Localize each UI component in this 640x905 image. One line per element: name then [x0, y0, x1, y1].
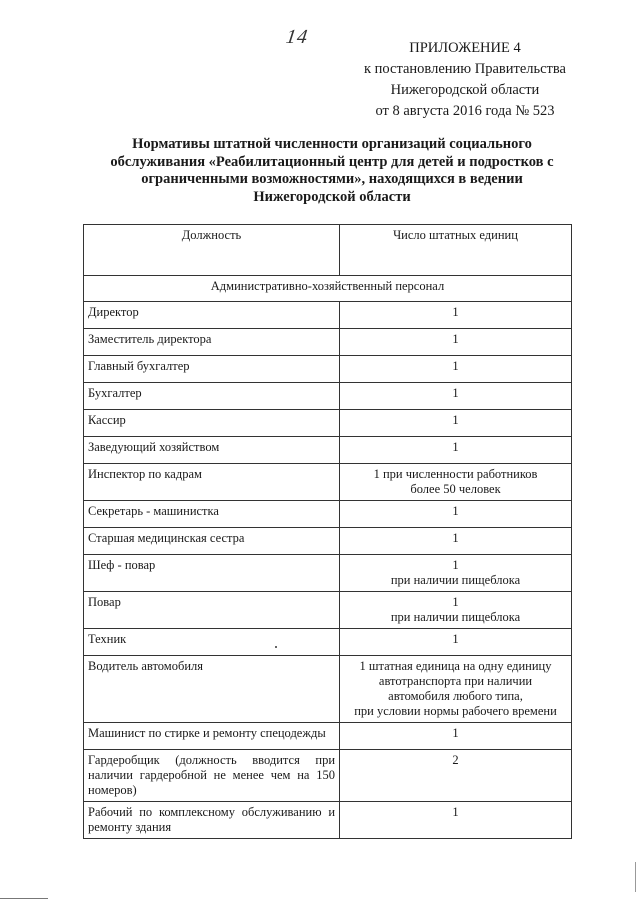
scan-edge-tick	[635, 862, 636, 892]
position-cell: Шеф - повар	[84, 555, 340, 592]
position-cell: Заведующий хозяйством	[84, 437, 340, 464]
count-line: при наличии пищеблока	[390, 610, 521, 624]
position-cell: Повар	[84, 592, 340, 629]
count-line: при наличии пищеблока	[390, 573, 521, 587]
table-row	[84, 750, 572, 802]
table-header-row	[84, 225, 572, 276]
count-cell: 1	[340, 629, 572, 656]
count-cell: 1	[340, 528, 572, 555]
count-line: 1	[452, 595, 459, 609]
table-row	[84, 302, 572, 329]
count-line: автотранспорта при наличии	[378, 674, 533, 688]
count-cell: 1	[340, 383, 572, 410]
document-title: Нормативы штатной численности организаций социального обслуживания «Реабилитационный центр для детей и подростков с ограниченными возможностями», находящихся в ведении Нижегородской области	[110, 136, 554, 205]
count-cell: 1	[340, 501, 572, 528]
table-row	[84, 555, 572, 592]
count-cell	[340, 592, 572, 629]
count-cell: 1	[340, 356, 572, 383]
count-line: 1 штатная единица на одну единицу	[359, 659, 552, 673]
count-cell: 1	[340, 723, 572, 750]
handwritten-page-number: 14	[284, 26, 310, 48]
position-cell: Техник	[84, 629, 340, 656]
position-cell: Заместитель директора	[84, 329, 340, 356]
header-count: Число штатных единиц	[340, 225, 572, 276]
count-cell	[340, 555, 572, 592]
appendix-label: ПРИЛОЖЕНИЕ 4	[409, 40, 521, 56]
count-line: при условии нормы рабочего времени	[354, 704, 557, 718]
table-row	[84, 802, 572, 839]
count-line: автомобиля любого типа,	[388, 689, 523, 703]
count-cell: 1	[340, 329, 572, 356]
table-row	[84, 592, 572, 629]
table-row	[84, 629, 572, 656]
position-cell: Бухгалтер	[84, 383, 340, 410]
count-cell: 1	[340, 302, 572, 329]
table-row	[84, 723, 572, 750]
section-row	[84, 276, 572, 302]
appendix-header	[350, 38, 580, 122]
table-row	[84, 437, 572, 464]
count-line: 1	[452, 558, 459, 572]
appendix-region: Нижегородской области	[390, 82, 540, 98]
table-row	[84, 356, 572, 383]
scan-edge-line	[0, 898, 48, 899]
position-cell: Инспектор по кадрам	[84, 464, 340, 501]
table-row	[84, 528, 572, 555]
table-row	[84, 383, 572, 410]
position-cell: Рабочий по комплексному обслуживанию и ремонту здания	[84, 802, 340, 839]
appendix-date: от 8 августа 2016 года № 523	[375, 103, 555, 119]
scan-speck	[275, 646, 277, 648]
section-title: Административно-хозяйственный персонал	[84, 276, 572, 302]
position-cell: Кассир	[84, 410, 340, 437]
position-cell: Водитель автомобиля	[84, 656, 340, 723]
position-cell: Секретарь - машинистка	[84, 501, 340, 528]
table-row	[84, 501, 572, 528]
count-line: 1 при численности работников	[373, 467, 538, 481]
table-row	[84, 410, 572, 437]
position-cell: Главный бухгалтер	[84, 356, 340, 383]
count-cell	[340, 656, 572, 723]
count-cell: 2	[340, 750, 572, 802]
position-cell: Старшая медицинская сестра	[84, 528, 340, 555]
count-cell	[340, 464, 572, 501]
count-line: более 50 человек	[410, 482, 501, 496]
table-body	[84, 302, 572, 839]
position-cell: Машинист по стирке и ремонту спецодежды	[84, 723, 340, 750]
table-row	[84, 656, 572, 723]
staffing-table	[83, 224, 572, 839]
table-row	[84, 329, 572, 356]
count-cell: 1	[340, 802, 572, 839]
table-row	[84, 464, 572, 501]
position-cell: Директор	[84, 302, 340, 329]
count-cell: 1	[340, 437, 572, 464]
count-cell: 1	[340, 410, 572, 437]
position-cell: Гардеробщик (должность вводится при наличии гардеробной не менее чем на 150 номеров)	[84, 750, 340, 802]
header-position: Должность	[84, 225, 340, 276]
appendix-resolution: к постановлению Правительства	[364, 61, 566, 77]
